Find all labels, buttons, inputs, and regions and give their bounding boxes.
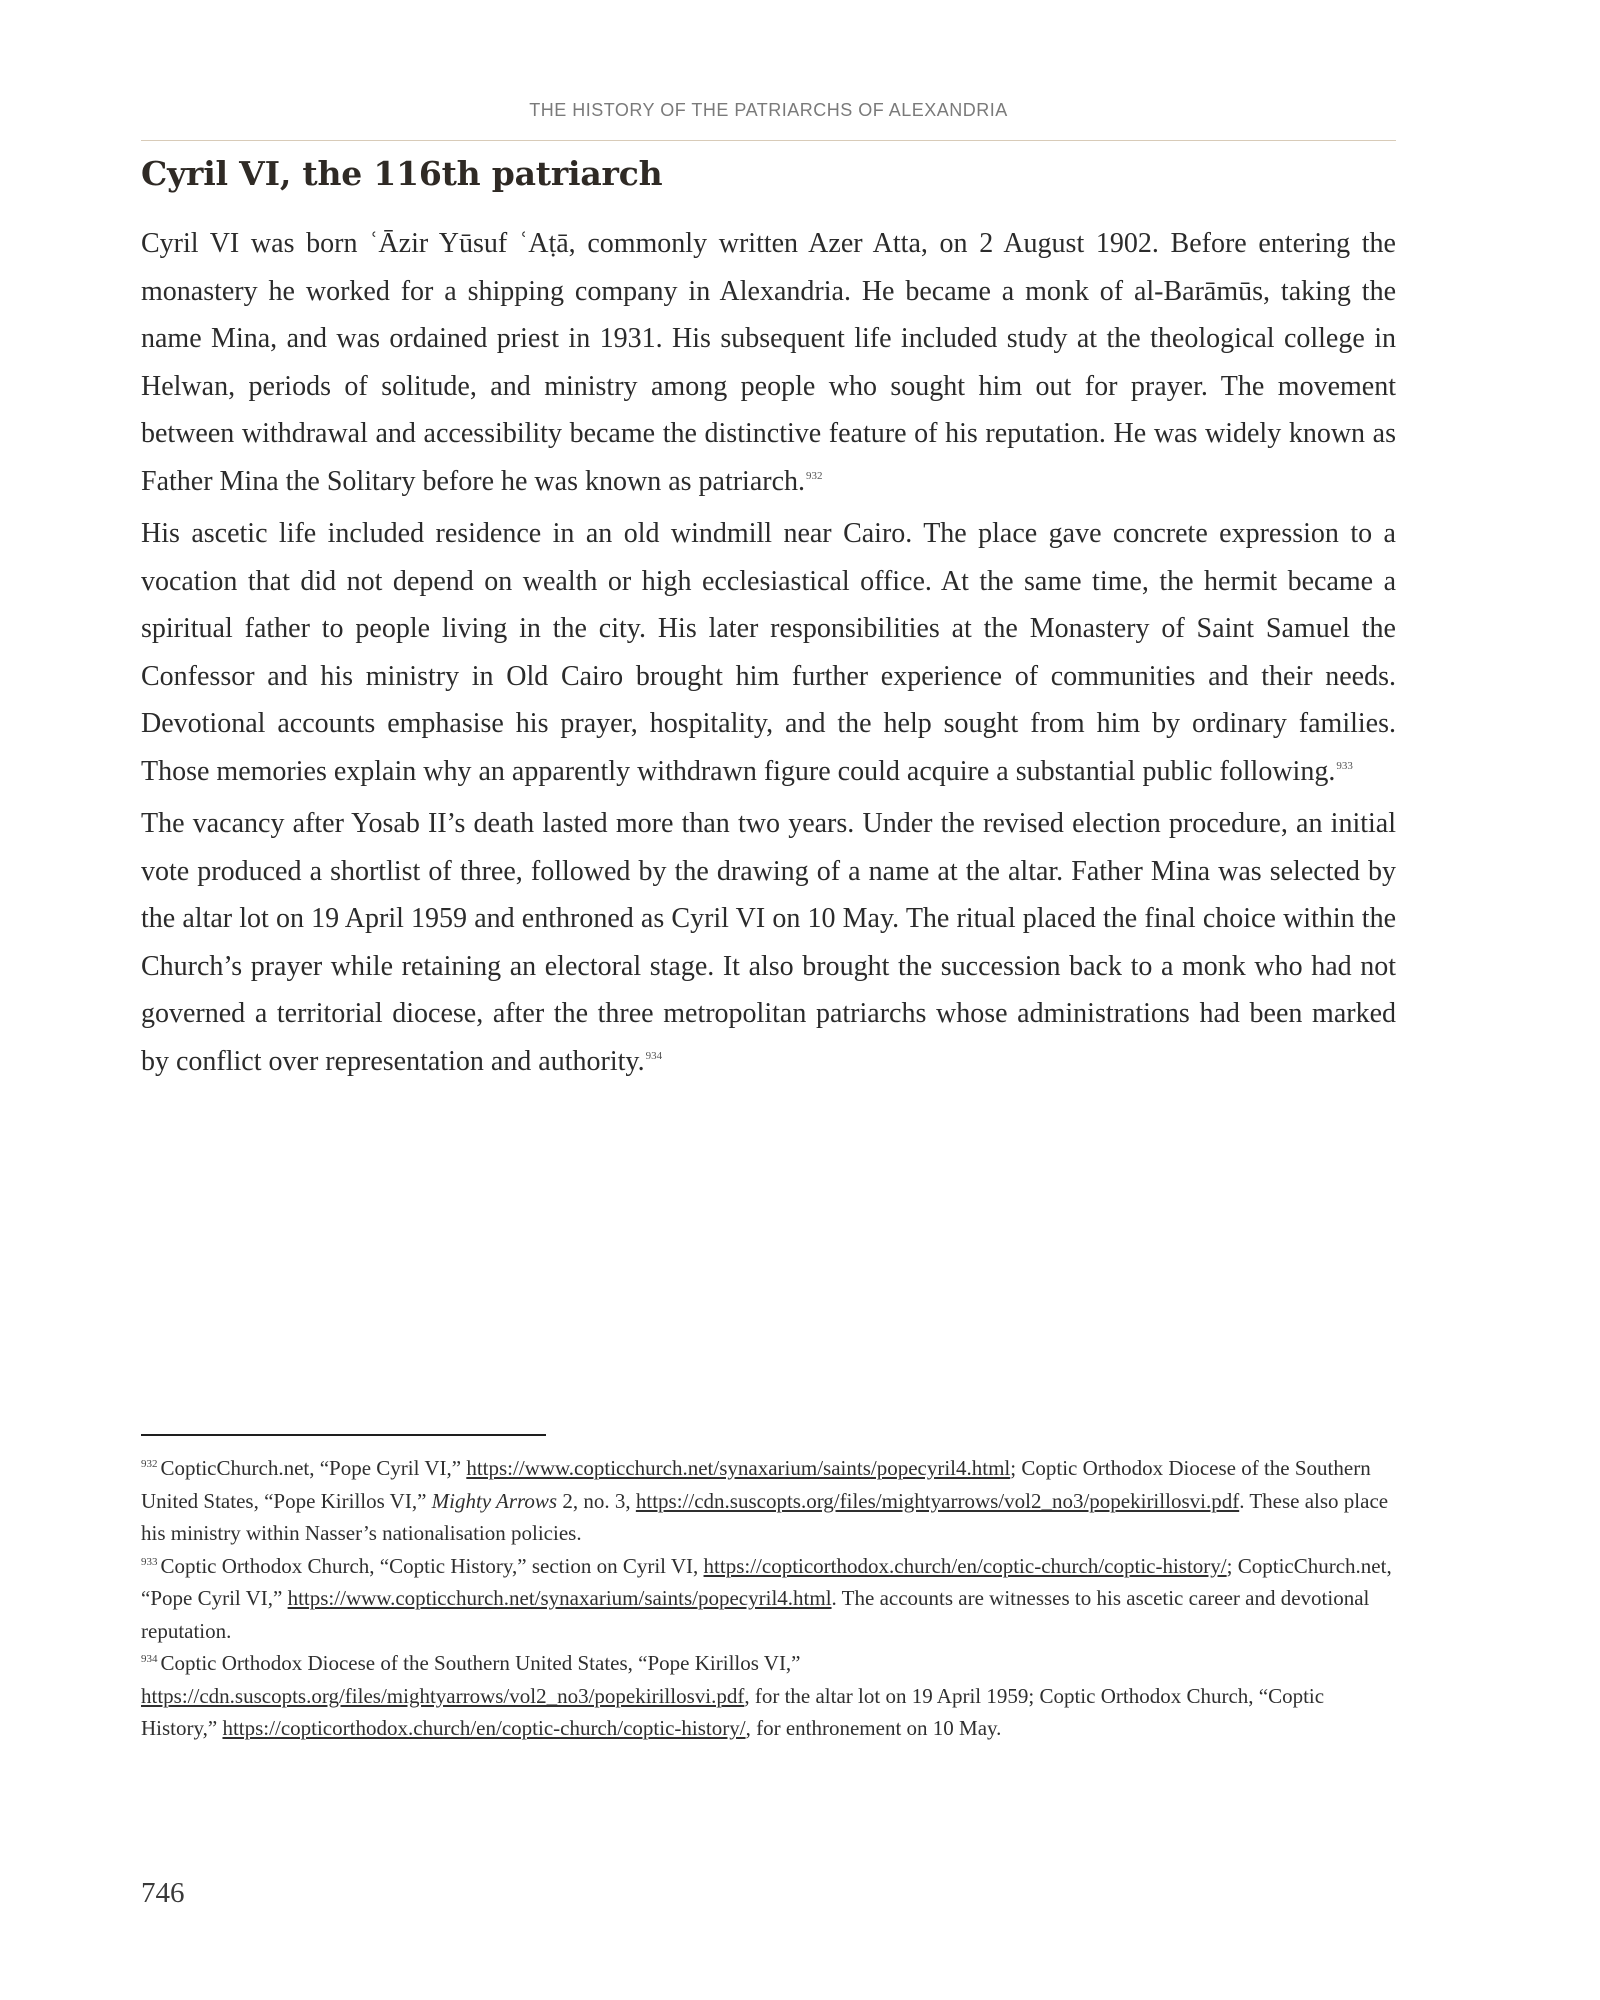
footnote-text: . The accounts are witnesses to his ascetic career and devotional reputation. bbox=[141, 1586, 1370, 1643]
paragraph-text: The vacancy after Yosab II’s death lasted more than two years. Under the revised election procedure, an initial vote produced a shortlist of three, followed by the drawing of a name at the altar. Father Mina was selected by the altar lot on 19 April 1959 and enthroned as Cyril VI on 10 May. The ritual placed the final choice within the Church’s prayer while retaining an electoral stage. It also brought the succession back to a monk who had not governed a territorial diocese, after the three metropolitan patriarchs whose administrations had been marked by conflict over representation and authority. bbox=[141, 808, 1396, 1077]
chapter-title: Cyril VI, the 116th patriarch bbox=[141, 154, 663, 193]
footnote-text: . These also place his ministry within Nasser’s nationalisation policies. bbox=[141, 1488, 1389, 1545]
paragraph bbox=[141, 510, 1396, 795]
footnote-link[interactable]: https://cdn.suscopts.org/files/mightyarrows/vol2_no3/popekirillosvi.pdf bbox=[141, 1683, 745, 1708]
footnote bbox=[141, 1647, 1396, 1745]
footnote-separator bbox=[141, 1434, 546, 1436]
footnote-reference[interactable]: 934 bbox=[645, 1050, 663, 1063]
footnote bbox=[141, 1550, 1396, 1648]
journal-title: Mighty Arrows bbox=[431, 1488, 558, 1513]
footnote-text: Coptic Orthodox Diocese of the Southern United States, “Pope Kirillos VI,” bbox=[160, 1651, 801, 1675]
footnote-link[interactable]: https://copticorthodox.church/en/coptic-church/coptic-history/ bbox=[703, 1553, 1227, 1578]
header-rule bbox=[141, 140, 1396, 141]
running-header: THE HISTORY OF THE PATRIARCHS OF ALEXANDRIA bbox=[529, 100, 1008, 120]
paragraph-text: Cyril VI was born ʿĀzir Yūsuf ʿAṭā, commonly written Azer Atta, on 2 August 1902. Before entering the monastery he worked for a shipping company in Alexandria. He became a monk of al-Barāmūs, taking the name Mina, and was ordained priest in 1931. His subsequent life included study at the theological college in Helwan, periods of solitude, and ministry among people who sought him out for prayer. The movement between withdrawal and accessibility became the distinctive feature of his reputation. He was widely known as Father Mina the Solitary before he was known as patriarch. bbox=[141, 228, 1396, 497]
footnote-number: 932 bbox=[141, 1458, 158, 1470]
footnote-text: ; CopticChurch.net, “Pope Cyril VI,” bbox=[141, 1553, 1392, 1610]
footnote-link[interactable]: https://www.copticchurch.net/synaxarium/saints/popecyril4.html bbox=[287, 1586, 832, 1610]
footnote-text: ; Coptic Orthodox Diocese of the Southern United States, “Pope Kirillos VI,” bbox=[141, 1456, 1371, 1513]
footnote-text: , for the altar lot on 19 April 1959; Coptic Orthodox Church, “Coptic History,” bbox=[141, 1683, 1325, 1740]
footnote-text: Coptic Orthodox Church, “Coptic History,” section on Cyril VI, bbox=[160, 1553, 704, 1578]
footnote-link[interactable]: https://www.copticchurch.net/synaxarium/saints/popecyril4.html bbox=[466, 1456, 1011, 1480]
footnote-link[interactable]: https://cdn.suscopts.org/files/mightyarrows/vol2_no3/popekirillosvi.pdf bbox=[635, 1488, 1240, 1513]
footnote-number: 934 bbox=[141, 1653, 158, 1665]
body-text bbox=[141, 220, 1396, 1090]
paragraph-text: His ascetic life included residence in an old windmill near Cairo. The place gave concrete expression to a vocation that did not depend on wealth or high ecclesiastical office. At the same time, the hermit became a spiritual father to people living in the city. His later responsibilities at the Monastery of Saint Samuel the Confessor and his ministry in Old Cairo brought him further experience of communities and their needs. Devotional accounts emphasise his prayer, hospitality, and the help sought from him by ordinary families. Those memories explain why an apparently withdrawn figure could acquire a substantial public following. bbox=[141, 518, 1396, 787]
footnote-text: CopticChurch.net, “Pope Cyril VI,” bbox=[160, 1456, 467, 1480]
paragraph bbox=[141, 800, 1396, 1085]
footnote-link[interactable]: https://copticorthodox.church/en/coptic-church/coptic-history/ bbox=[222, 1716, 746, 1740]
footnotes bbox=[141, 1452, 1396, 1745]
footnote-text: 2, no. 3, bbox=[557, 1488, 636, 1513]
footnote-reference[interactable]: 932 bbox=[806, 470, 823, 483]
footnote-number: 933 bbox=[141, 1555, 158, 1568]
page-number: 746 bbox=[141, 1877, 185, 1909]
footnote-text: , for enthronement on 10 May. bbox=[745, 1716, 1002, 1740]
footnote-reference[interactable]: 933 bbox=[1336, 760, 1353, 773]
paragraph bbox=[141, 220, 1396, 505]
footnote bbox=[141, 1452, 1396, 1550]
